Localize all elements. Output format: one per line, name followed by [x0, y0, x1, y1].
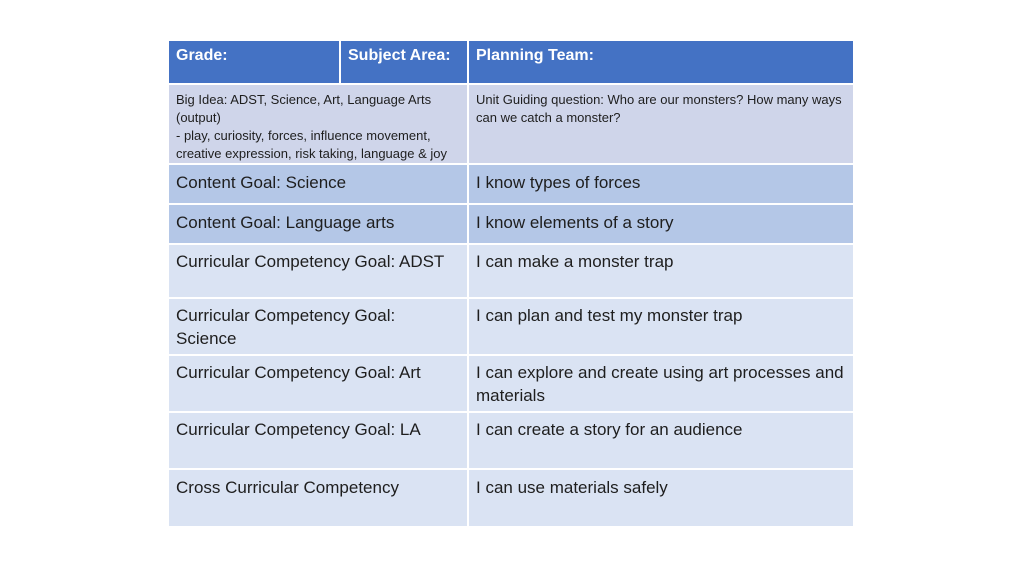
statement-cell: I can explore and create using art processes and materials: [468, 355, 854, 412]
guiding-question-cell: Unit Guiding question: Who are our monsters? How many ways can we catch a monster?: [468, 84, 854, 164]
subject-area-header: Subject Area:: [340, 40, 468, 84]
big-idea-cell: Big Idea: ADST, Science, Art, Language Arts (output) - play, curiosity, forces, influence movement, creative expression, risk taking, language & joy: [168, 84, 468, 164]
table-row: [168, 244, 854, 298]
planning-table: [167, 39, 855, 528]
statement-cell: I can plan and test my monster trap: [468, 298, 854, 355]
table-row: [168, 469, 854, 527]
statement-cell: I can make a monster trap: [468, 244, 854, 298]
goal-cell: Curricular Competency Goal: LA: [168, 412, 468, 469]
goal-cell: Curricular Competency Goal: Art: [168, 355, 468, 412]
table-row: [168, 412, 854, 469]
table-row: [168, 204, 854, 244]
big-idea-row: [168, 84, 854, 164]
statement-cell: I know elements of a story: [468, 204, 854, 244]
goal-cell: Content Goal: Science: [168, 164, 468, 204]
goal-cell: Content Goal: Language arts: [168, 204, 468, 244]
statement-cell: I can use materials safely: [468, 469, 854, 527]
goal-cell: Curricular Competency Goal: ADST: [168, 244, 468, 298]
table-row: [168, 298, 854, 355]
table-row: [168, 164, 854, 204]
table-row: [168, 355, 854, 412]
statement-cell: I can create a story for an audience: [468, 412, 854, 469]
grade-header: Grade:: [168, 40, 340, 84]
goal-cell: Curricular Competency Goal: Science: [168, 298, 468, 355]
planning-team-header: Planning Team:: [468, 40, 854, 84]
statement-cell: I know types of forces: [468, 164, 854, 204]
header-row: [168, 40, 854, 84]
goal-cell: Cross Curricular Competency: [168, 469, 468, 527]
